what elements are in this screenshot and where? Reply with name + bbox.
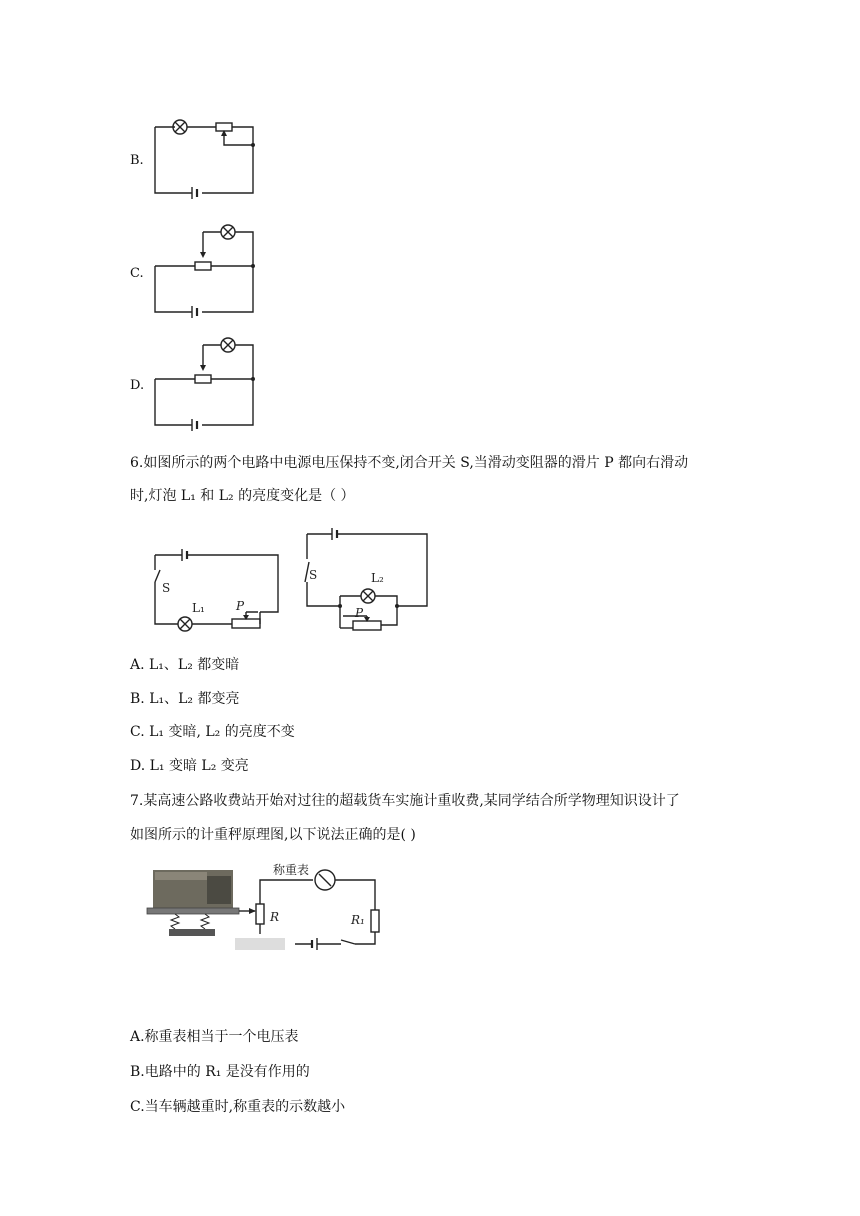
q7-option-b: B.电路中的 R₁ 是没有作用的 (130, 1064, 310, 1080)
circuit-diagram-d (150, 335, 260, 430)
q6-circuit-right (295, 524, 435, 639)
q7-resistor-label-r: R (270, 910, 280, 924)
q7-option-a: A.称重表相当于一个电压表 (130, 1029, 299, 1045)
q6-option-b: B. L₁、L₂ 都变亮 (130, 691, 240, 707)
option-c-label: C. (130, 266, 144, 281)
q6-switch-label-s: S (162, 581, 171, 595)
q6-lamp-label-l2: L₂ (371, 571, 384, 585)
q6-switch-label-s2: S (309, 568, 318, 582)
q7-meter-label: 称重表 (273, 863, 310, 877)
q6-slider-label-p1: P (236, 599, 245, 613)
q7-stem-line2: 如图所示的计重秤原理图,以下说法正确的是( ) (130, 827, 416, 843)
q6-stem-line1: 6.如图所示的两个电路中电源电压保持不变,闭合开关 S,当滑动变阻器的滑片 P 都向右滑动 (130, 455, 689, 471)
q6-option-c: C. L₁ 变暗, L₂ 的亮度不变 (130, 724, 295, 740)
q6-option-a: A. L₁、L₂ 都变暗 (130, 657, 240, 673)
q6-lamp-label-l1: L₁ (192, 601, 205, 615)
option-d-label: D. (130, 378, 145, 393)
q7-weighing-scale-diagram (145, 862, 390, 962)
q6-slider-label-p2: P (355, 606, 364, 620)
q7-option-c: C.当车辆越重时,称重表的示数越小 (130, 1099, 346, 1115)
circuit-diagram-b (150, 115, 260, 200)
q7-resistor-label-r1: R₁ (351, 913, 365, 927)
circuit-diagram-c (150, 222, 260, 317)
q6-circuit-left (150, 540, 285, 640)
q6-stem-line2: 时,灯泡 L₁ 和 L₂ 的亮度变化是（ ） (130, 488, 355, 504)
option-b-label: B. (130, 153, 144, 168)
q7-stem-line1: 7.某高速公路收费站开始对过往的超载货车实施计重收费,某同学结合所学物理知识设计了 (130, 793, 680, 809)
q6-option-d: D. L₁ 变暗 L₂ 变亮 (130, 758, 249, 774)
